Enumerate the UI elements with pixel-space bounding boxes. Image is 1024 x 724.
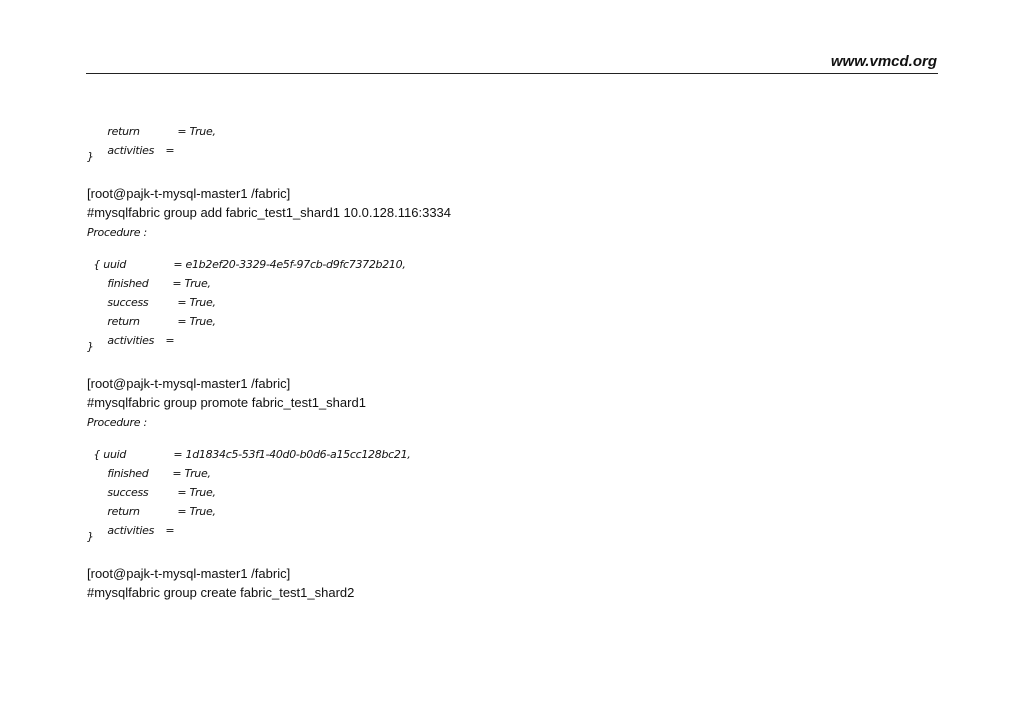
uuid-value: = 1d1834c5-53f1-40d0-b0d6-a15cc128bc21, bbox=[173, 448, 411, 461]
finished-key: finished bbox=[107, 467, 149, 480]
output-close-brace: } bbox=[87, 150, 94, 163]
shell-prompt: [root@pajk-t-mysql-master1 /fabric] bbox=[87, 376, 291, 391]
return-value: = True, bbox=[177, 125, 216, 138]
uuid-key: { uuid bbox=[93, 448, 127, 461]
activities-value: = bbox=[165, 144, 175, 157]
output-activities-line bbox=[101, 511, 174, 537]
header-divider bbox=[86, 73, 938, 74]
finished-value: = True, bbox=[172, 277, 211, 290]
uuid-value: = e1b2ef20-3329-4e5f-97cb-d9fc7372b210, bbox=[173, 258, 406, 271]
uuid-key: { uuid bbox=[93, 258, 127, 271]
activities-key: activities bbox=[107, 334, 154, 347]
activities-value: = bbox=[165, 524, 175, 537]
success-key: success bbox=[107, 296, 149, 309]
shell-command: #mysqlfabric group add fabric_test1_shard1 10.0.128.116:3334 bbox=[87, 205, 452, 220]
activities-value: = bbox=[165, 334, 175, 347]
procedure-label: Procedure : bbox=[87, 226, 147, 239]
success-value: = True, bbox=[177, 486, 216, 499]
return-key: return bbox=[107, 505, 140, 518]
return-value: = True, bbox=[177, 315, 216, 328]
activities-key: activities bbox=[107, 524, 154, 537]
site-header: www.vmcd.org bbox=[830, 53, 937, 70]
finished-key: finished bbox=[107, 277, 149, 290]
return-key: return bbox=[107, 315, 140, 328]
success-key: success bbox=[107, 486, 149, 499]
return-value: = True, bbox=[177, 505, 216, 518]
shell-command: #mysqlfabric group promote fabric_test1_shard1 bbox=[87, 395, 366, 410]
shell-command: #mysqlfabric group create fabric_test1_shard2 bbox=[87, 585, 355, 600]
procedure-label: Procedure : bbox=[87, 416, 147, 429]
success-value: = True, bbox=[177, 296, 216, 309]
activities-key: activities bbox=[107, 144, 154, 157]
output-activities-line bbox=[101, 131, 174, 157]
output-close-brace: } bbox=[87, 340, 94, 353]
output-close-brace: } bbox=[87, 530, 94, 543]
return-key: return bbox=[107, 125, 140, 138]
shell-prompt: [root@pajk-t-mysql-master1 /fabric] bbox=[87, 566, 291, 581]
finished-value: = True, bbox=[172, 467, 211, 480]
output-activities-line bbox=[101, 321, 174, 347]
shell-prompt: [root@pajk-t-mysql-master1 /fabric] bbox=[87, 186, 291, 201]
